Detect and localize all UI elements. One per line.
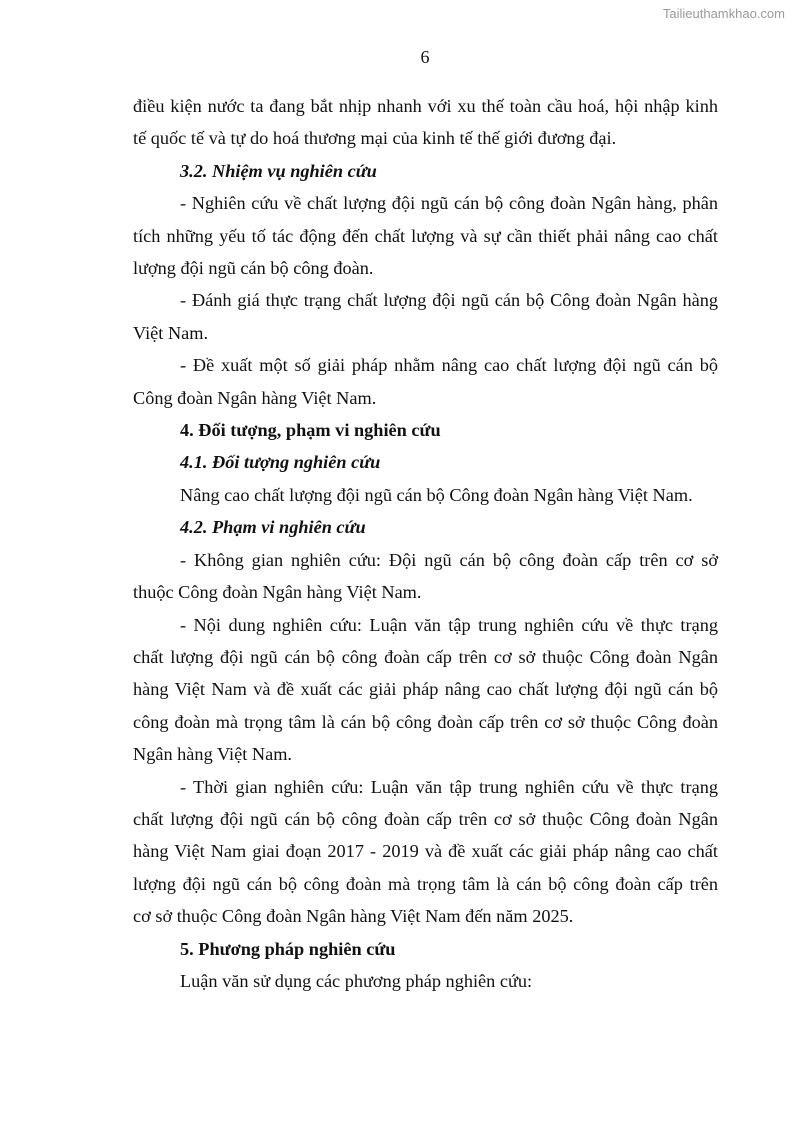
text-line: - Nội dung nghiên cứu: Luận văn tập trung nghiên cứu về thực trạng [180, 614, 718, 635]
text-line: - Thời gian nghiên cứu: Luận văn tập trung nghiên cứu về thực trạng [180, 776, 718, 797]
text-line: Nâng cao chất lượng đội ngũ cán bộ Công đoàn Ngân hàng Việt Nam. [180, 484, 693, 505]
section-heading [133, 511, 718, 543]
text-line: Luận văn sử dụng các phương pháp nghiên cứu: [180, 970, 533, 991]
text-line: tích những yếu tố tác động đến chất lượng và sự cần thiết phải nâng cao chất [133, 225, 718, 246]
paragraph [133, 479, 718, 511]
paragraph [133, 771, 718, 933]
text-line: - Không gian nghiên cứu: Đội ngũ cán bộ công đoàn cấp trên cơ sở [180, 549, 718, 570]
paragraph [133, 90, 718, 155]
paragraph [133, 544, 718, 609]
section-heading [133, 414, 718, 446]
page-number: 6 [420, 47, 430, 67]
text-line: chất lượng đội ngũ cán bộ công đoàn cấp trên cơ sở thuộc Công đoàn Ngân [133, 646, 718, 667]
paragraph [133, 187, 718, 284]
text-line: hàng Việt Nam giai đoạn 2017 - 2019 và đề xuất các giải pháp nâng cao chất [133, 841, 718, 862]
paragraph [133, 284, 718, 349]
text-line: điều kiện nước ta đang bắt nhịp nhanh với xu thế toàn cầu hoá, hội nhập kinh [133, 96, 718, 116]
text-line: Việt Nam. [133, 322, 209, 343]
text-line: thuộc Công đoàn Ngân hàng Việt Nam. [133, 582, 422, 603]
text-line: công đoàn mà trọng tâm là cán bộ công đoàn cấp trên cơ sở thuộc Công đoàn [133, 711, 718, 732]
text-line: lượng đội ngũ cán bộ công đoàn. [133, 258, 374, 279]
text-line: tế quốc tế và tự do hoá thương mại của kinh tế thế giới đương đại. [133, 128, 617, 149]
section-heading [133, 933, 718, 965]
paragraph [133, 349, 718, 414]
text-line: 5. Phương pháp nghiên cứu [180, 938, 396, 959]
text-line: Ngân hàng Việt Nam. [133, 744, 292, 765]
text-line: lượng đội ngũ cán bộ công đoàn mà trọng tâm là cán bộ công đoàn cấp trên [133, 873, 718, 894]
text-line: 4.2. Phạm vi nghiên cứu [180, 517, 366, 538]
text-line: chất lượng đội ngũ cán bộ công đoàn cấp trên cơ sở thuộc Công đoàn Ngân [133, 808, 718, 829]
text-line: - Đánh giá thực trạng chất lượng đội ngũ cán bộ Công đoàn Ngân hàng [180, 290, 718, 311]
text-line: hàng Việt Nam và đề xuất các giải pháp nâng cao chất lượng đội ngũ cán bộ [133, 679, 718, 700]
document-body [133, 90, 718, 997]
paragraph [133, 965, 718, 997]
text-line: 4.1. Đối tượng nghiên cứu [180, 452, 381, 473]
text-line: - Nghiên cứu về chất lượng đội ngũ cán bộ công đoàn Ngân hàng, phân [180, 193, 718, 214]
paragraph [133, 609, 718, 771]
section-heading [133, 446, 718, 478]
text-line: cơ sở thuộc Công đoàn Ngân hàng Việt Nam đến năm 2025. [133, 906, 574, 927]
section-heading [133, 155, 718, 187]
watermark: Tailieuthamkhao.com [662, 6, 785, 21]
text-line: Công đoàn Ngân hàng Việt Nam. [133, 387, 377, 408]
text-line: - Đề xuất một số giải pháp nhằm nâng cao chất lượng đội ngũ cán bộ [180, 355, 718, 376]
text-line: 4. Đối tượng, phạm vi nghiên cứu [180, 420, 441, 441]
text-line: 3.2. Nhiệm vụ nghiên cứu [180, 160, 377, 181]
